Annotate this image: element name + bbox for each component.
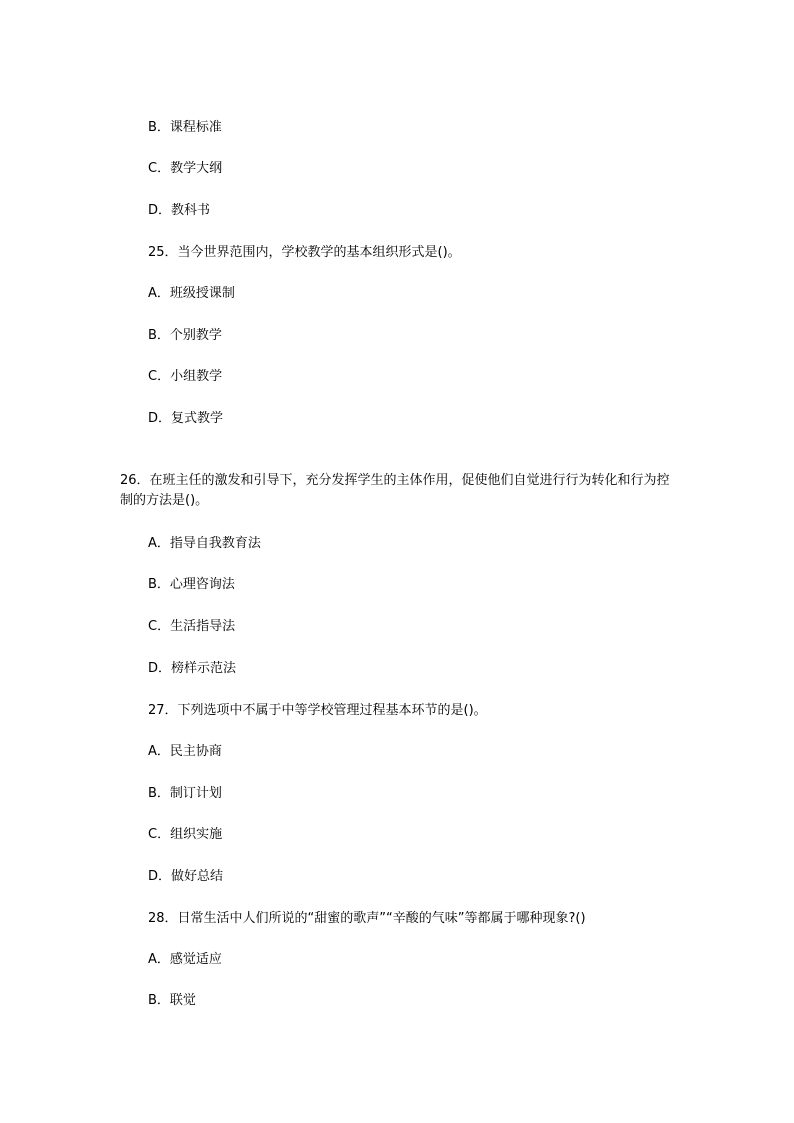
option-text: A．感觉适应 [148, 952, 222, 967]
option-text: C．生活指导法 [148, 619, 236, 634]
option-text: C．教学大纲 [148, 161, 223, 176]
option-text: A．民主协商 [148, 744, 222, 759]
option-text: C．组织实施 [148, 827, 223, 842]
option-text: D．做好总结 [148, 869, 224, 884]
option-text: B．心理咨询法 [148, 577, 235, 592]
option-text: B．个别教学 [148, 328, 222, 343]
option-text: D．教科书 [148, 203, 211, 218]
option-text: B．课程标准 [148, 120, 222, 135]
option-text: A．指导自我教育法 [148, 536, 261, 551]
question-27-stem: 27．下列选项中不属于中等学校管理过程基本环节的是()。 [148, 703, 487, 718]
option-text: C．小组教学 [148, 369, 223, 384]
option-text: B．制订计划 [148, 786, 222, 801]
question-25-stem: 25．当今世界范围内，学校教学的基本组织形式是()。 [148, 245, 461, 260]
option-text: D．榜样示范法 [148, 661, 237, 676]
question-26-stem: 26．在班主任的激发和引导下，充分发挥学生的主体作用，促使他们自觉进行行为转化和行为控制的方法是()。 [120, 473, 670, 508]
option-text: A．班级授课制 [148, 286, 235, 301]
option-text: D．复式教学 [148, 411, 224, 426]
option-text: B．联觉 [148, 993, 196, 1008]
question-28-stem: 28．日常生活中人们所说的“甜蜜的歌声”“辛酸的气味”等都属于哪种现象?() [148, 911, 586, 926]
